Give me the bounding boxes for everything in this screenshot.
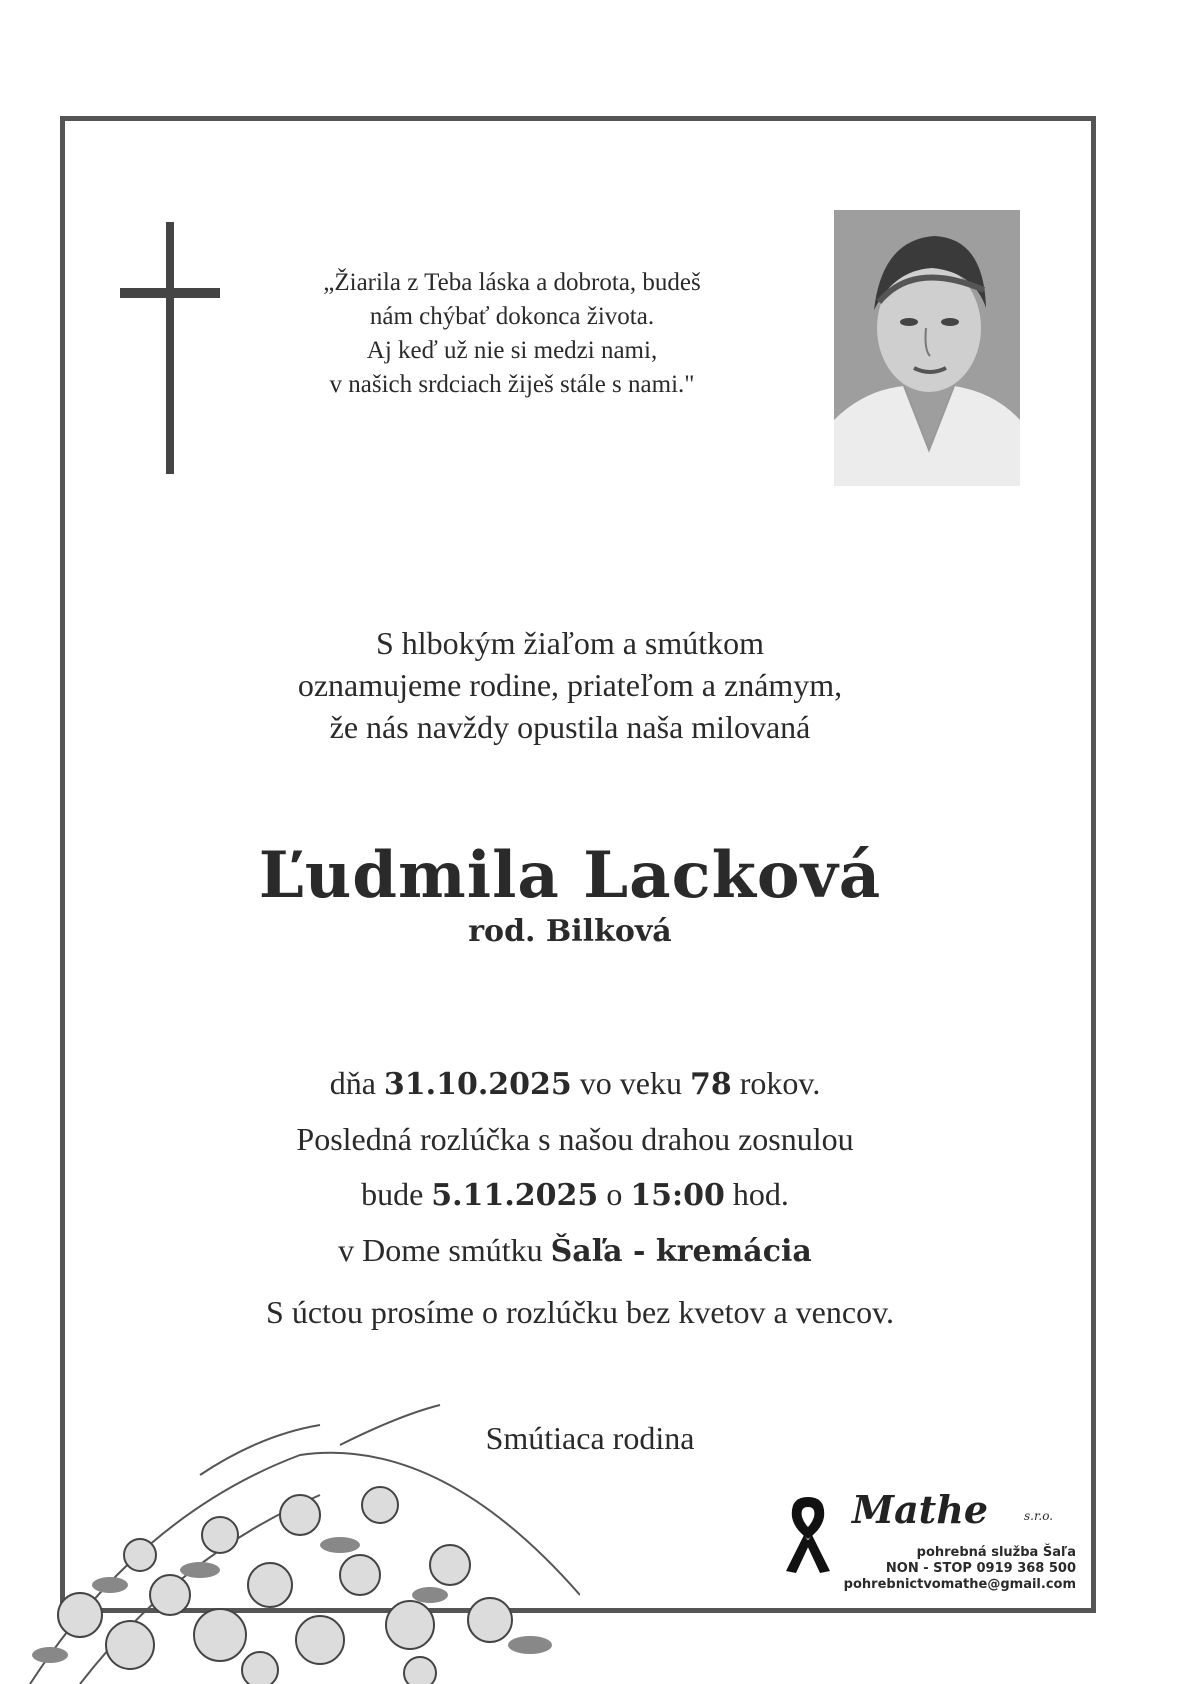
flower-arrangement-image [20, 1395, 580, 1684]
time-suffix: hod. [732, 1176, 789, 1212]
ceremony-date: 5.11.2025 [431, 1178, 599, 1213]
death-line [160, 1056, 990, 1112]
announcement-text [200, 622, 940, 748]
quote-line: v našich srdciach žiješ stále s nami." [329, 371, 695, 398]
age: 78 [689, 1067, 732, 1102]
ceremony-time: 15:00 [630, 1178, 725, 1213]
cross-icon [120, 222, 220, 474]
time-prefix: o [606, 1176, 623, 1212]
age-suffix: rokov. [739, 1065, 821, 1101]
place-line [160, 1223, 990, 1279]
brand-suffix: s.r.o. [1024, 1509, 1054, 1523]
email-address: pohrebnictvomathe@gmail.com [843, 1577, 1076, 1592]
flowers-request: S úctou prosíme o rozlúčku bez kvetov a vencov. [266, 1294, 894, 1330]
place-prefix: v Dome smútku [338, 1232, 543, 1268]
announcement-line: S hlbokým žiaľom a smútkom [375, 625, 765, 661]
service-description: pohrebná služba Šaľa [916, 1545, 1076, 1560]
ceremony-place: Šaľa - kremácia [550, 1234, 812, 1269]
brand-name: Mathe [852, 1487, 989, 1532]
quote-line: nám chýbať dokonca života. [369, 303, 655, 330]
quote-line: „Žiarila z Teba láska a dobrota, budeš [323, 269, 701, 296]
contact-info [806, 1545, 1076, 1593]
farewell-line: Posledná rozlúčka s našou drahou zosnulou [296, 1121, 854, 1157]
memorial-quote [262, 266, 762, 402]
ceremony-prefix: bude [361, 1176, 424, 1212]
quote-line: Aj keď už nie si medzi nami, [366, 337, 658, 364]
death-date: 31.10.2025 [383, 1067, 572, 1102]
funeral-service-logo [780, 1487, 1080, 1607]
family-signature: Smútiaca rodina [485, 1420, 695, 1456]
death-prefix: dňa [329, 1065, 376, 1101]
maiden-name: rod. Bilková [468, 914, 672, 949]
announcement-line: oznamujeme rodine, priateľom a známym, [297, 667, 843, 703]
portrait-photo [834, 210, 1020, 486]
announcement-line: že nás navždy opustila naša milovaná [329, 709, 811, 745]
ceremony-line [160, 1167, 990, 1223]
age-prefix: vo veku [579, 1065, 682, 1101]
funeral-details [160, 1056, 990, 1279]
phone-number: NON - STOP 0919 368 500 [885, 1561, 1076, 1576]
deceased-name: Ľudmila Lacková [258, 838, 882, 913]
